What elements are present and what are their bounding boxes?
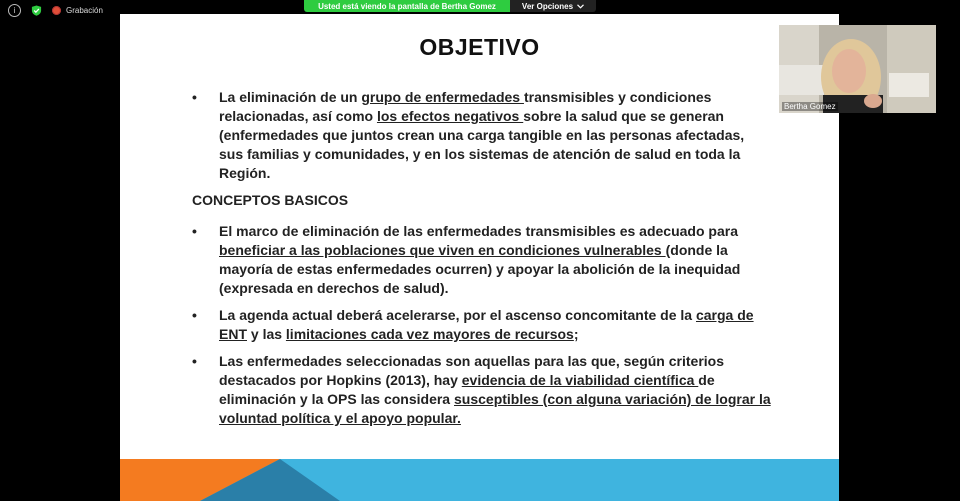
slide-body (192, 88, 772, 436)
meeting-status-bar (8, 4, 103, 17)
underlined-text: limitaciones cada vez mayores de recursos (285, 326, 574, 342)
record-icon (52, 6, 61, 15)
bullet-item-1 (192, 88, 772, 183)
screen-share-banner (304, 0, 596, 12)
underlined-text: evidencia de la viabilidad científica (461, 372, 699, 388)
text-run: Las enfermedades seleccionadas son aquellas para las que, según criterios destacados por Hopkins (2013), hay (219, 353, 724, 388)
bullet-item-4 (192, 352, 772, 428)
text-run: (donde la mayoría de estas enfermedades ocurren) y apoyar la abolición de la inequidad (expresada en derechos de salud). (219, 242, 741, 296)
participant-video-tile[interactable] (779, 25, 936, 113)
participant-name-label: Bertha Gomez (784, 102, 836, 111)
underlined-text: grupo de enfermedades (361, 89, 524, 105)
bullet-item-2 (192, 222, 772, 298)
bullet-icon: • (192, 89, 197, 105)
section-heading: CONCEPTOS BASICOS (192, 192, 349, 208)
text-run: y las (247, 326, 286, 342)
shared-slide (120, 14, 839, 501)
bullet-icon: • (192, 353, 197, 369)
view-options-label: Ver Opciones (521, 1, 574, 11)
view-options-button[interactable] (510, 0, 596, 12)
bullet-icon: • (192, 307, 197, 323)
info-icon[interactable]: i (8, 4, 21, 17)
text-run: La eliminación de un (219, 89, 362, 105)
participant-video-image (779, 25, 936, 113)
shield-check-icon[interactable] (31, 5, 42, 16)
text-run: sobre la salud que se generan (enfermedades que juntos crean una carga tangible en las personas afectadas, sus familias y comunidades, y en los sistemas de atención de salud en toda la Región. (219, 108, 745, 181)
recording-label: Grabación (66, 6, 103, 15)
text-run: transmisibles y condiciones relacionadas, así como (219, 89, 712, 124)
text-run: ; (573, 326, 579, 342)
slide-footer-decoration (120, 459, 839, 501)
underlined-text: beneficiar a las poblaciones que viven en condiciones vulnerables (219, 242, 666, 258)
underlined-text: susceptibles (con alguna variación) de lograr la voluntad política y el apoyo popular. (219, 391, 771, 426)
text-run: de eliminación y la OPS las considera (219, 372, 715, 407)
slide-title: OBJETIVO (419, 34, 540, 60)
recording-indicator[interactable] (52, 6, 103, 15)
text-run: El marco de eliminación de las enfermedades transmisibles es adecuado para (219, 223, 738, 239)
underlined-text: los efectos negativos (376, 108, 524, 124)
chevron-down-icon (577, 4, 584, 9)
viewing-screen-text: Usted está viendo la pantalla de Bertha Gomez (304, 0, 510, 12)
underlined-text: carga de ENT (219, 307, 754, 342)
bullet-icon: • (192, 223, 197, 239)
bullet-item-3 (192, 306, 772, 344)
text-run: La agenda actual deberá acelerarse, por el ascenso concomitante de la (219, 307, 696, 323)
